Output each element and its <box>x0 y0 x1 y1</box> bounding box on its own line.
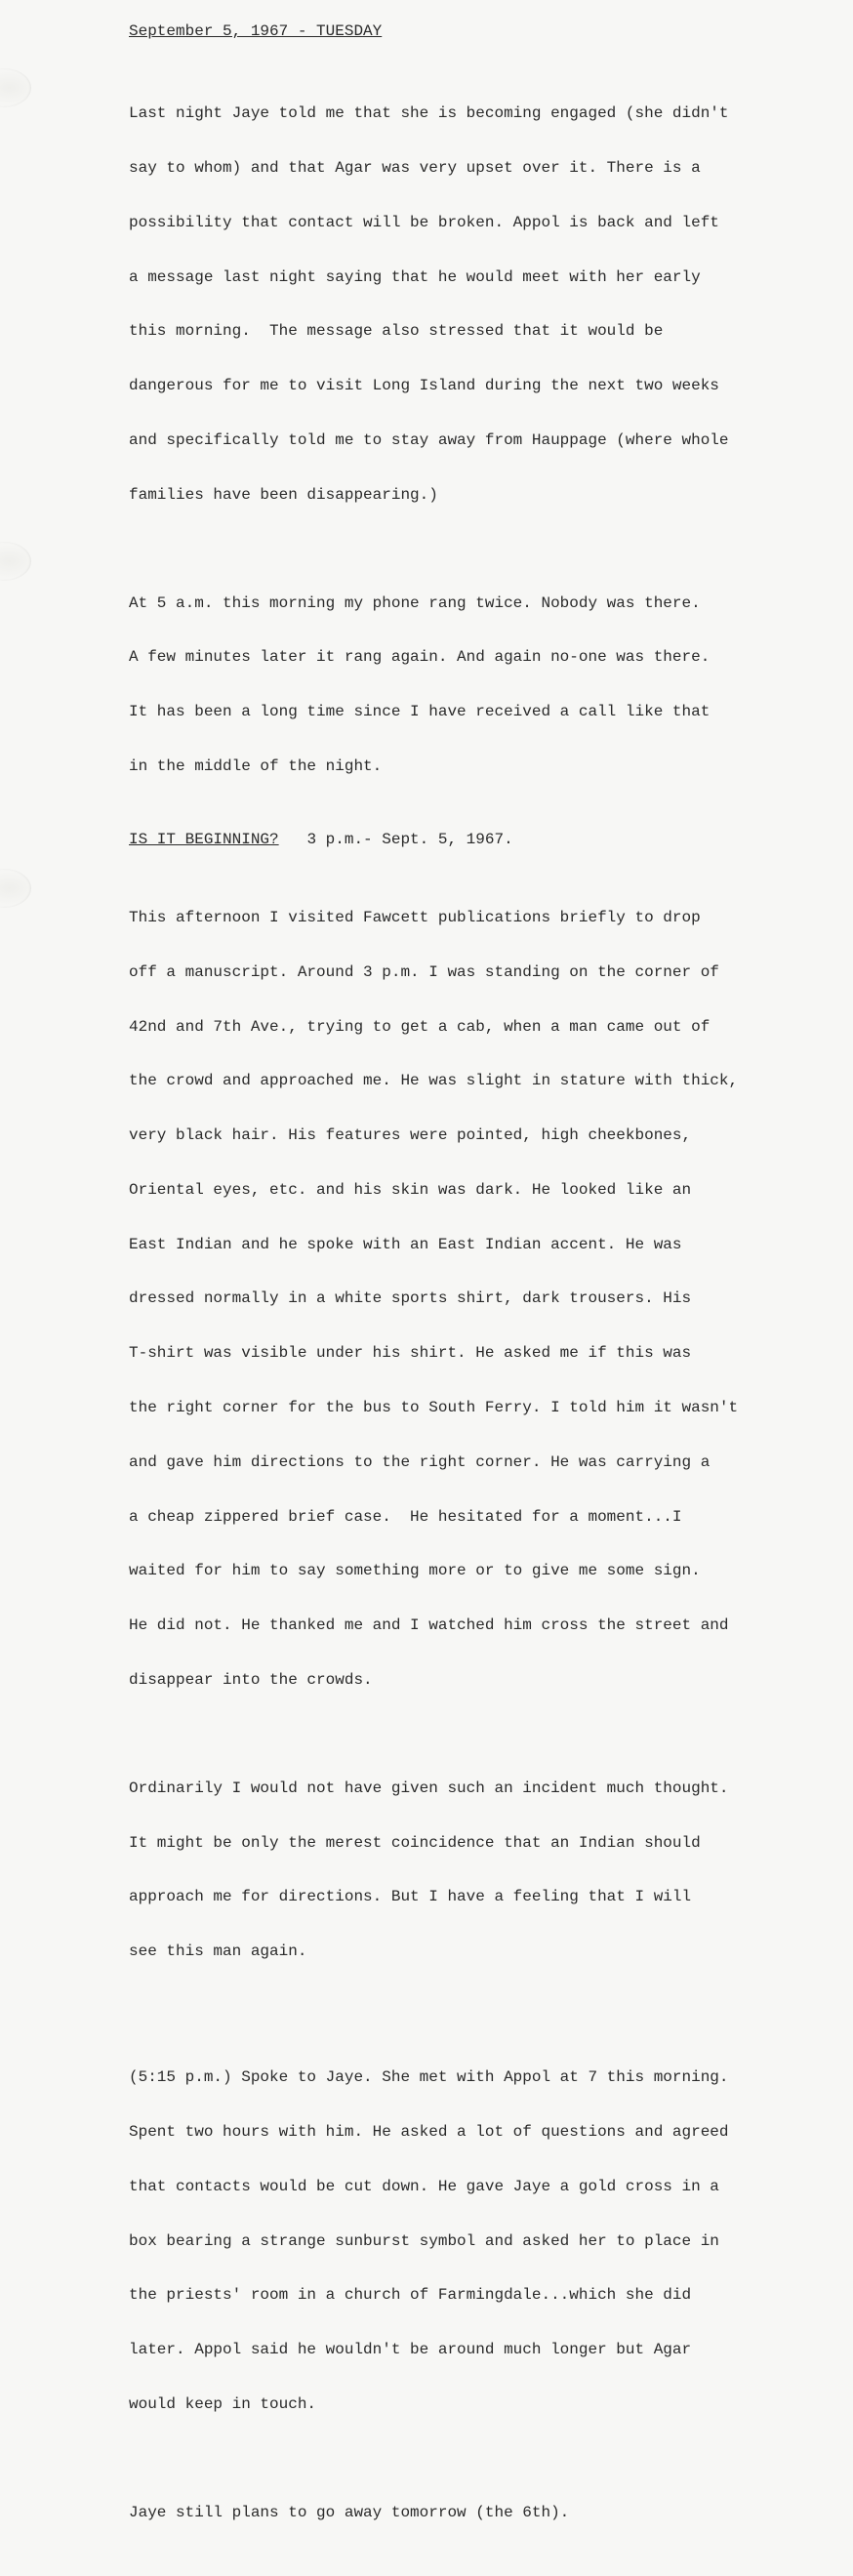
text-line: box bearing a strange sunburst symbol and asked her to place in <box>129 2231 719 2250</box>
section-time: 3 p.m.- Sept. 5, 1967. <box>306 830 513 848</box>
text-line: 42nd and 7th Ave., trying to get a cab, when a man came out of <box>129 1017 711 1036</box>
text-line: East Indian and he spoke with an East Indian accent. He was <box>129 1235 682 1253</box>
text-line: very black hair. His features were pointed, high cheekbones, <box>129 1126 692 1145</box>
text-line: approach me for directions. But I have a feeling that I will <box>129 1888 692 1906</box>
punch-hole <box>0 869 31 908</box>
text-line: would keep in touch. <box>129 2394 317 2413</box>
text-line: Oriental eyes, etc. and his skin was dark. He looked like an <box>129 1180 692 1199</box>
text-line: and specifically told me to stay away from Hauppage (where whole <box>129 430 729 449</box>
typed-page <box>129 21 846 2576</box>
date-heading: September 5, 1967 - TUESDAY <box>129 22 383 40</box>
paragraph-stranger-encounter <box>129 873 846 1726</box>
text-line: say to whom) and that Agar was very upset over it. There is a <box>129 158 701 177</box>
text-line: disappear into the crowds. <box>129 1670 373 1689</box>
paragraph-contact-news <box>129 68 846 540</box>
text-line: Last night Jaye told me that she is becoming engaged (she didn't <box>129 104 729 123</box>
section-title: IS IT BEGINNING? <box>129 830 279 848</box>
text-line: Spent two hours with him. He asked a lot of questions and agreed <box>129 2122 729 2141</box>
text-line: a cheap zippered brief case. He hesitated for a moment...I <box>129 1507 682 1526</box>
text-line: (5:15 p.m.) Spoke to Jaye. She met with Appol at 7 this morning. <box>129 2068 729 2087</box>
text-line: the right corner for the bus to South Ferry. I told him it wasn't <box>129 1398 739 1416</box>
text-line: this morning. The message also stressed that it would be <box>129 322 664 341</box>
text-line: It might be only the merest coincidence that an Indian should <box>129 1833 701 1852</box>
text-line: It has been a long time since I have received a call like that <box>129 703 711 721</box>
text-line: This afternoon I visited Fawcett publications briefly to drop <box>129 908 701 926</box>
text-line: off a manuscript. Around 3 p.m. I was standing on the corner of <box>129 962 719 981</box>
text-line: T-shirt was visible under his shirt. He asked me if this was <box>129 1344 692 1363</box>
text-line: waited for him to say something more or to give me some sign. <box>129 1562 701 1580</box>
text-line: possibility that contact will be broken. Appol is back and left <box>129 213 719 231</box>
text-line: Ordinarily I would not have given such an incident much thought. <box>129 1779 729 1797</box>
text-line: At 5 a.m. this morning my phone rang twice. Nobody was there. <box>129 593 701 612</box>
text-line: dangerous for me to visit Long Island during the next two weeks <box>129 377 719 395</box>
punch-hole <box>0 542 31 581</box>
text-line: see this man again. <box>129 1942 307 1961</box>
text-line: Jaye still plans to go away tomorrow (the 6th). <box>129 2503 570 2521</box>
text-line: dressed normally in a white sports shirt, dark trousers. His <box>129 1289 692 1308</box>
punch-hole <box>0 68 31 107</box>
paragraph-reflection <box>129 1743 846 1997</box>
text-line: A few minutes later it rang again. And again no-one was there. <box>129 648 711 667</box>
text-line: and gave him directions to the right corner. He was carrying a <box>129 1452 711 1471</box>
text-line: the crowd and approached me. He was slight in stature with thick, <box>129 1072 739 1090</box>
section-heading <box>129 830 846 849</box>
text-line: the priests' room in a church of Farmingdale...which she did <box>129 2286 692 2305</box>
text-line: families have been disappearing.) <box>129 485 438 504</box>
text-line: later. Appol said he wouldn't be around much longer but Agar <box>129 2341 692 2359</box>
paragraph-closing <box>129 2468 846 2558</box>
text-line: a message last night saying that he would meet with her early <box>129 267 701 286</box>
text-line: in the middle of the night. <box>129 756 383 775</box>
paragraph-phone-calls <box>129 557 846 811</box>
text-line: He did not. He thanked me and I watched him cross the street and <box>129 1616 729 1635</box>
paragraph-evening-update <box>129 2032 846 2450</box>
text-line: that contacts would be cut down. He gave Jaye a gold cross in a <box>129 2177 719 2195</box>
